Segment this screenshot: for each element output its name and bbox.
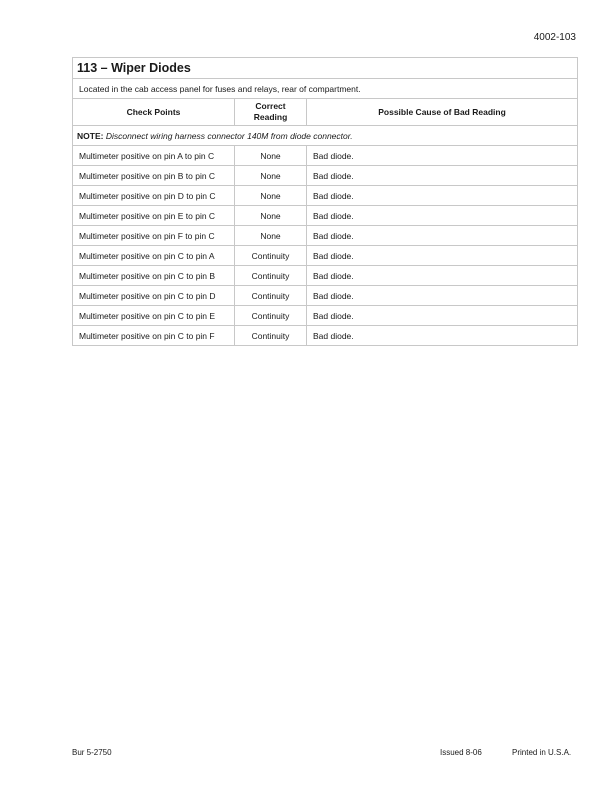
table-row [73,226,578,246]
check-point-cell: Multimeter positive on pin E to pin C [73,206,235,226]
section-title: 113 – Wiper Diodes [73,58,578,79]
possible-cause-cell: Bad diode. [307,326,578,346]
possible-cause-cell: Bad diode. [307,186,578,206]
check-point-cell: Multimeter positive on pin D to pin C [73,186,235,206]
table-row [73,326,578,346]
correct-reading-cell: None [235,186,307,206]
footer-printed: Printed in U.S.A. [512,748,572,757]
diagnostic-table [72,57,578,346]
location-description: Located in the cab access panel for fuses and relays, rear of compartment. [73,79,578,99]
check-point-cell: Multimeter positive on pin C to pin F [73,326,235,346]
footer-issued: Issued 8-06 [440,748,482,757]
possible-cause-cell: Bad diode. [307,146,578,166]
correct-reading-cell: Continuity [235,266,307,286]
check-point-cell: Multimeter positive on pin B to pin C [73,166,235,186]
correct-reading-cell: Continuity [235,286,307,306]
possible-cause-cell: Bad diode. [307,166,578,186]
table-row [73,206,578,226]
possible-cause-cell: Bad diode. [307,206,578,226]
possible-cause-cell: Bad diode. [307,286,578,306]
check-point-cell: Multimeter positive on pin C to pin D [73,286,235,306]
possible-cause-cell: Bad diode. [307,226,578,246]
correct-reading-cell: Continuity [235,326,307,346]
table-row [73,286,578,306]
correct-reading-cell: Continuity [235,306,307,326]
check-point-cell: Multimeter positive on pin A to pin C [73,146,235,166]
note [73,126,578,146]
correct-reading-cell: None [235,206,307,226]
correct-reading-cell: Continuity [235,246,307,266]
table-row [73,306,578,326]
possible-cause-cell: Bad diode. [307,306,578,326]
table-row [73,146,578,166]
header-check-points: Check Points [73,99,235,126]
check-point-cell: Multimeter positive on pin C to pin B [73,266,235,286]
header-correct-reading: Correct Reading [235,99,307,126]
header-possible-cause: Possible Cause of Bad Reading [307,99,578,126]
check-point-cell: Multimeter positive on pin F to pin C [73,226,235,246]
table-row [73,266,578,286]
correct-reading-cell: None [235,226,307,246]
check-point-cell: Multimeter positive on pin C to pin A [73,246,235,266]
correct-reading-cell: None [235,166,307,186]
correct-reading-cell: None [235,146,307,166]
table-row [73,166,578,186]
possible-cause-cell: Bad diode. [307,246,578,266]
page-number: 4002-103 [533,32,576,43]
note-label: NOTE: [77,130,104,141]
check-point-cell: Multimeter positive on pin C to pin E [73,306,235,326]
note-text: Disconnect wiring harness connector 140M from diode connector. [105,130,353,141]
possible-cause-cell: Bad diode. [307,266,578,286]
table-row [73,186,578,206]
table-row [73,246,578,266]
footer-doc-number: Bur 5-2750 [72,748,112,757]
